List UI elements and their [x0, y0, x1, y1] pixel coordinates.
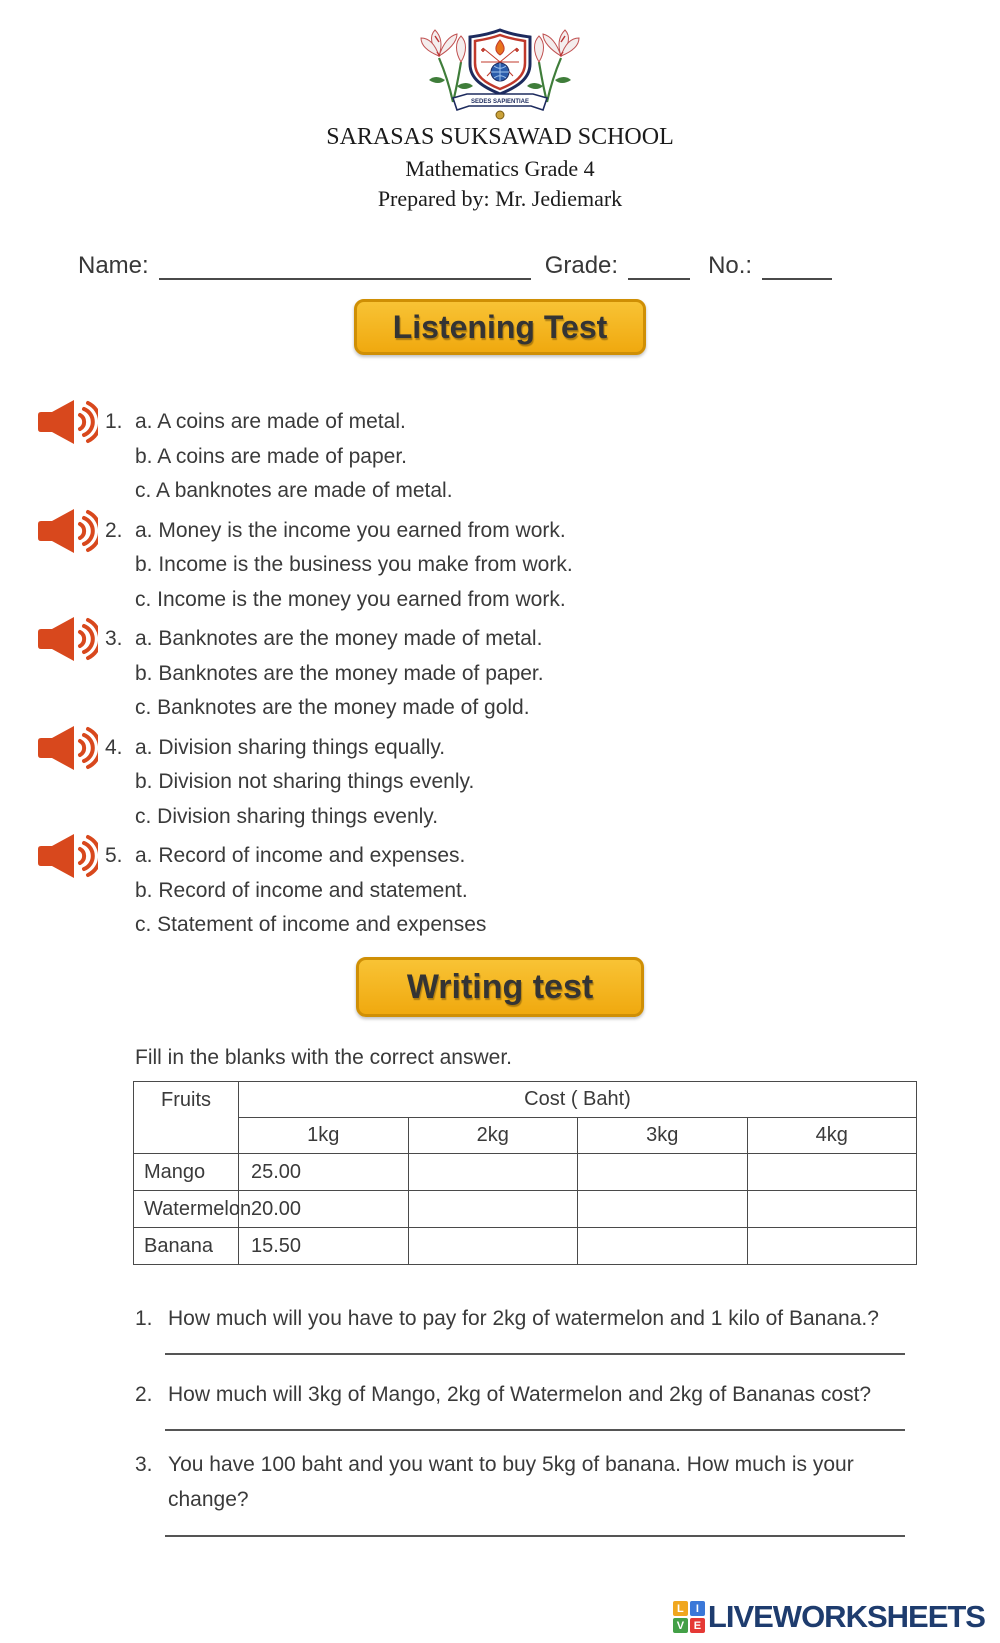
writing-question-3	[135, 1447, 905, 1517]
option-c[interactable]: c. A banknotes are made of metal.	[135, 479, 453, 503]
liveworksheets-grid-icon	[673, 1601, 705, 1633]
speaker-icon[interactable]	[36, 398, 98, 446]
answer-line[interactable]	[165, 1353, 905, 1355]
option-b[interactable]: b. Record of income and statement.	[135, 878, 468, 902]
option-a[interactable]: a. Division sharing things equally.	[135, 735, 446, 759]
worksheet-subject: Mathematics Grade 4	[405, 156, 595, 181]
kg-header-1: 1kg	[239, 1118, 409, 1154]
crest-motto: SEDES SAPIENTIAE	[470, 99, 530, 105]
answer-cell[interactable]	[578, 1154, 748, 1191]
speaker-icon[interactable]	[36, 832, 98, 880]
liveworksheets-logo[interactable]	[673, 1599, 985, 1635]
price-1kg: 20.00	[239, 1191, 409, 1228]
answer-cell[interactable]	[578, 1228, 748, 1265]
liveworksheets-wordmark: LIVEWORKSHEETS	[707, 1599, 985, 1634]
option-a[interactable]: a. Banknotes are the money made of metal.	[135, 627, 543, 651]
table-row	[134, 1228, 917, 1265]
answer-cell[interactable]	[747, 1154, 917, 1191]
question-text: How much will you have to pay for 2kg of watermelon and 1 kilo of Banana.?	[168, 1307, 879, 1330]
option-b[interactable]: b. A coins are made of paper.	[135, 444, 408, 468]
question-number: 1.	[105, 410, 123, 434]
writing-question-2	[135, 1377, 905, 1412]
listening-question-4	[105, 731, 905, 835]
kg-header-3: 3kg	[578, 1118, 748, 1154]
no-label: No.:	[708, 252, 753, 279]
cost-column-header: Cost ( Baht)	[239, 1082, 917, 1118]
icon-letter-e: E	[690, 1618, 705, 1633]
listening-questions	[105, 405, 905, 948]
question-number: 2.	[135, 1383, 153, 1406]
listening-question-5	[105, 839, 905, 943]
icon-letter-l: L	[673, 1601, 688, 1616]
option-a[interactable]: a. A coins are made of metal.	[135, 410, 406, 434]
name-blank[interactable]	[159, 254, 531, 280]
speaker-icon[interactable]	[36, 615, 98, 663]
question-number: 3.	[135, 1453, 153, 1476]
listening-question-2	[105, 514, 905, 618]
question-number: 1.	[135, 1307, 153, 1330]
option-b[interactable]: b. Division not sharing things evenly.	[135, 770, 475, 794]
option-a[interactable]: a. Money is the income you earned from work.	[135, 518, 566, 542]
option-b[interactable]: b. Income is the business you make from work.	[135, 553, 573, 577]
table-row	[134, 1191, 917, 1228]
answer-cell[interactable]	[578, 1191, 748, 1228]
listening-question-1	[105, 405, 905, 509]
answer-cell[interactable]	[747, 1191, 917, 1228]
kg-header-4: 4kg	[747, 1118, 917, 1154]
question-number: 2.	[105, 518, 123, 542]
price-1kg: 15.50	[239, 1228, 409, 1265]
table-row	[134, 1154, 917, 1191]
kg-header-2: 2kg	[408, 1118, 578, 1154]
question-number: 5.	[105, 844, 123, 868]
answer-cell[interactable]	[747, 1228, 917, 1265]
question-number: 4.	[105, 735, 123, 759]
option-b[interactable]: b. Banknotes are the money made of paper.	[135, 661, 544, 685]
speaker-icon[interactable]	[36, 507, 98, 555]
answer-cell[interactable]	[408, 1154, 578, 1191]
question-text: How much will 3kg of Mango, 2kg of Watermelon and 2kg of Bananas cost?	[168, 1383, 872, 1406]
answer-line[interactable]	[165, 1535, 905, 1537]
fruit-name: Watermelon	[134, 1191, 239, 1228]
writing-question-1	[135, 1301, 905, 1336]
option-c[interactable]: c. Income is the money you earned from work.	[135, 587, 566, 611]
crest-graphic	[415, 24, 585, 120]
school-name: SARASAS SUKSAWAD SCHOOL	[326, 124, 674, 150]
answer-cell[interactable]	[408, 1228, 578, 1265]
writing-test-title: Writing test	[356, 957, 644, 1017]
option-c[interactable]: c. Banknotes are the money made of gold.	[135, 696, 530, 720]
question-text: You have 100 baht and you want to buy 5kg of banana. How much is your change?	[168, 1453, 854, 1511]
icon-letter-v: V	[673, 1618, 688, 1633]
price-1kg: 25.00	[239, 1154, 409, 1191]
writing-instruction: Fill in the blanks with the correct answer.	[135, 1046, 512, 1069]
listening-test-title: Listening Test	[354, 299, 646, 355]
fruits-column-header: Fruits	[134, 1082, 239, 1154]
fruit-cost-table	[133, 1081, 917, 1265]
prepared-by: Prepared by: Mr. Jediemark	[377, 186, 623, 211]
no-blank[interactable]	[762, 254, 832, 280]
fruit-name: Mango	[134, 1154, 239, 1191]
fruit-name: Banana	[134, 1228, 239, 1265]
name-label: Name:	[78, 252, 149, 279]
student-info-row	[78, 252, 864, 280]
speaker-icon[interactable]	[36, 724, 98, 772]
question-number: 3.	[105, 627, 123, 651]
answer-cell[interactable]	[408, 1191, 578, 1228]
listening-question-3	[105, 622, 905, 726]
icon-letter-i: I	[690, 1601, 705, 1616]
grade-label: Grade:	[544, 252, 619, 279]
answer-line[interactable]	[165, 1429, 905, 1431]
school-crest-logo	[415, 24, 585, 125]
option-a[interactable]: a. Record of income and expenses.	[135, 844, 466, 868]
option-c[interactable]: c. Statement of income and expenses	[135, 913, 487, 937]
grade-blank[interactable]	[628, 254, 690, 280]
option-c[interactable]: c. Division sharing things evenly.	[135, 804, 439, 828]
